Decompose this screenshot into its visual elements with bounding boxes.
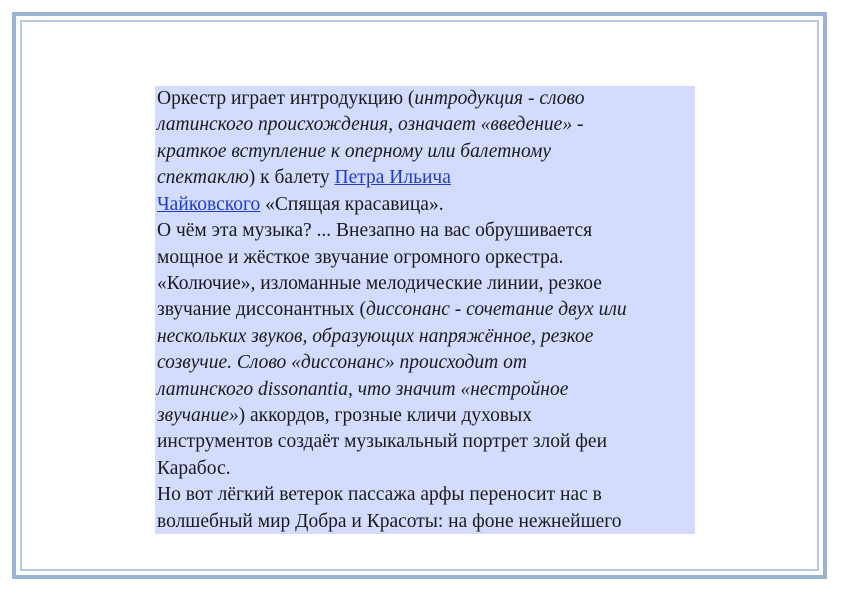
text-line-4 [157, 165, 451, 191]
text-italic: диссонанс - сочетание двух или [365, 299, 627, 320]
text-italic: латинского происхождения, означает «введение» - [157, 114, 584, 135]
text-plain: звучание диссонантных ( [157, 299, 366, 320]
text-plain: Карабос. [157, 458, 231, 479]
text-italic: интродукция - слово [414, 88, 585, 109]
text-line-15 [157, 456, 231, 482]
text-line-9 [157, 297, 627, 323]
text-line-14 [157, 429, 607, 455]
text-plain: Оркестр играет интродукцию ( [157, 88, 415, 109]
text-line-5 [157, 192, 444, 218]
text-italic: спектаклю [157, 167, 249, 188]
text-italic: латинского dissonantia, что значит «нестройное [157, 379, 569, 400]
text-line-13 [157, 403, 532, 429]
text-italic: краткое вступление к оперному или балетному [157, 141, 552, 162]
text-line-11 [157, 350, 527, 376]
text-line-12 [157, 377, 568, 403]
text-plain: мощное и жёсткое звучание огромного оркестра. [157, 247, 564, 268]
text-plain: «Спящая красавица». [260, 194, 444, 215]
composer-link[interactable]: Петра Ильича [334, 167, 451, 188]
text-line-10 [157, 324, 593, 350]
text-line-1 [157, 86, 584, 112]
text-plain: ) аккордов, грозные кличи духовых [238, 405, 532, 426]
text-line-7 [157, 245, 563, 271]
text-italic: нескольких звуков, образующих напряжённое, резкое [157, 326, 594, 347]
composer-link-continued[interactable]: Чайковского [157, 194, 261, 215]
text-block [155, 86, 695, 534]
text-italic: звучание» [157, 405, 239, 426]
text-plain: ) к балету [248, 167, 335, 188]
text-line-6 [157, 218, 592, 244]
text-plain: Но вот лёгкий ветерок пассажа арфы переносит нас в [157, 484, 602, 505]
text-line-16 [157, 482, 602, 508]
text-line-2 [157, 112, 583, 138]
text-plain: «Колючие», изломанные мелодические линии, резкое [157, 273, 602, 294]
text-plain: волшебный мир Добра и Красоты: на фоне нежнейшего [157, 511, 622, 532]
text-plain: О чём эта музыка? ... Внезапно на вас обрушивается [157, 220, 593, 241]
text-line-17 [157, 509, 622, 534]
text-italic: созвучие. Слово «диссонанс» происходит от [157, 352, 527, 373]
text-line-3 [157, 139, 551, 165]
text-plain: инструментов создаёт музыкальный портрет злой феи [157, 431, 608, 452]
text-line-8 [157, 271, 602, 297]
